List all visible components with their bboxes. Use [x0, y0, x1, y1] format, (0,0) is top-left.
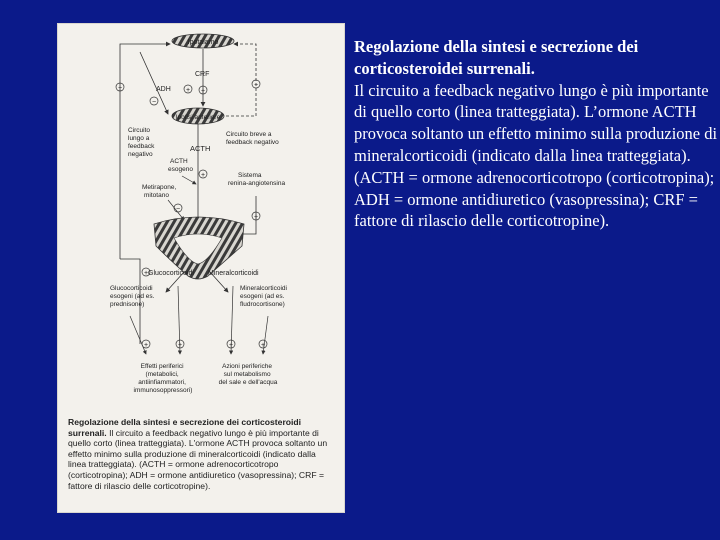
plus-sign: + — [200, 88, 206, 95]
mineralocorticoids-label: Mineralcorticoidi — [208, 270, 259, 277]
minus-sign: − — [117, 85, 123, 92]
minus-sign: − — [253, 82, 259, 89]
plus-sign: + — [253, 214, 259, 221]
plus-sign: + — [228, 342, 234, 349]
acth-label: ACTH — [190, 144, 211, 153]
plus-sign: + — [260, 342, 266, 349]
effects-gluco-label: Effetti periferici (metabolici, antiinfiammatori, immunosoppressori) — [133, 363, 193, 394]
pituitary-label: Ipofisi anteriore — [175, 114, 221, 121]
plus-sign: + — [177, 342, 183, 349]
figure-panel — [57, 23, 345, 513]
slide-text — [354, 36, 720, 232]
plus-sign: + — [143, 342, 149, 349]
slide-body: Il circuito a feedback negativo lungo è più importante di quello corto (linea tratteggiata). L’ormone ACTH provoca soltanto un effetto minimo sulla produzione di mineralcorticoidi (indicato dalla linea tratteggiata). (ACTH = ormone adrenocorticotropo (corticotropina); ADH = ormone antidiuretico (vasopressina); CRF = fattore di rilascio delle corticotropine). — [354, 80, 718, 231]
caption-body: Il circuito a feedback negativo lungo è più importante di quello corto (linea tratteggiata). L'ormone ACTH provoca soltanto un effetto minimo sulla produzione di mineralcorticoidi (indicato dalla linea tratteggiata). (ACTH = ormone adrenocorticotropo (corticotropina); ADH = ormone antidiuretico (vasopressina); CRF = fattore di rilascio delle corticotropine). — [68, 427, 328, 491]
renin-label: Sistema renina-angiotensina — [228, 172, 286, 187]
figure-caption — [68, 417, 336, 491]
adh-label: ADH — [156, 86, 171, 93]
minus-sign: − — [151, 99, 157, 106]
exo-gluco-label: Glucocorticoidi esogeni (ad es. prednisone) — [110, 285, 155, 308]
exo-acth-label: ACTH esogeno — [168, 158, 193, 173]
plus-sign: + — [143, 270, 149, 277]
metyrapone-label: Metirapone, mitotano — [142, 184, 177, 199]
exo-mineral-label: Mineralcorticoidi esogeni (ad es. fludrocortisone) — [240, 285, 287, 308]
crf-label: CRF — [195, 71, 210, 78]
effects-mineral-label: Azioni periferiche sul metabolismo del sale e dell'acqua — [218, 363, 278, 386]
short-loop-label: Circuito breve a feedback negativo — [226, 131, 279, 146]
glucocorticoids-label: Glucocorticoidi — [148, 270, 194, 277]
slide-heading: Regolazione della sintesi e secrezione dei corticosteroidei surrenali. — [354, 37, 639, 78]
plus-sign: + — [185, 87, 191, 94]
plus-sign: + — [200, 172, 206, 179]
minus-sign: − — [175, 206, 181, 213]
caption-title: Regolazione della sintesi e secrezione dei corticosteroidi surrenali. — [68, 417, 302, 438]
long-loop-label: Circuito lungo a feedback negativo — [128, 127, 155, 158]
hypothalamus-label: Ipotalamo — [187, 39, 219, 46]
